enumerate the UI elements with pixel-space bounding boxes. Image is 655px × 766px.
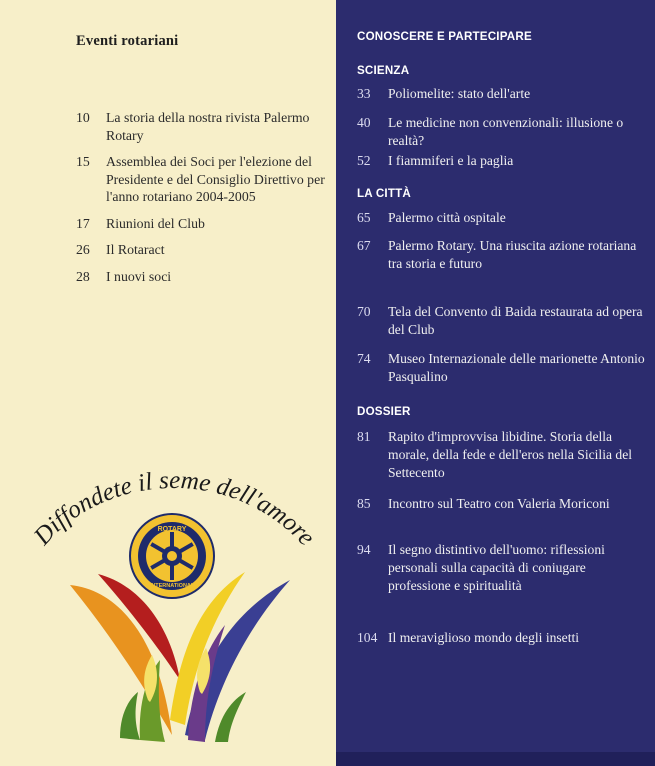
- article-title: La storia della nostra rivista Palermo Rotary: [106, 110, 310, 143]
- list-item: [357, 209, 647, 227]
- article-title: Incontro sul Teatro con Valeria Moriconi: [388, 496, 610, 511]
- page-number: 94: [357, 542, 371, 557]
- article-title: Tela del Convento di Baida restaurata ad opera del Club: [388, 304, 643, 337]
- slogan-text: Diffondete il seme dell'amore: [28, 466, 320, 551]
- list-item: [357, 152, 647, 170]
- green-leaf-shape: [215, 692, 246, 742]
- green-leaf-shape: [120, 692, 140, 740]
- page-number: 104: [357, 630, 378, 645]
- page-number: 10: [76, 110, 90, 125]
- page-number: 33: [357, 86, 371, 101]
- left-section-title: Eventi rotariani: [76, 33, 179, 49]
- list-item: [357, 350, 647, 386]
- page-number: 85: [357, 496, 371, 511]
- list-item: [357, 114, 647, 150]
- article-title: Museo Internazionale delle marionette Antonio Pasqualino: [388, 351, 645, 384]
- article-title: Poliomelite: stato dell'arte: [388, 86, 531, 101]
- page-number: 15: [76, 154, 90, 169]
- list-item: [357, 428, 647, 482]
- article-title: I fiammiferi e la paglia: [388, 153, 514, 168]
- logo-bottom-text: INTERNATIONAL: [149, 583, 195, 589]
- page-number: 40: [357, 115, 371, 130]
- article-title: Assemblea dei Soci per l'elezione del Presidente e del Consiglio Direttivo per l'anno rotariano 2004-2005: [106, 154, 325, 204]
- article-title: Palermo città ospitale: [388, 210, 506, 225]
- page-number: 65: [357, 210, 371, 225]
- list-item: [357, 85, 647, 103]
- page-number: 67: [357, 238, 371, 253]
- article-title: Riunioni del Club: [106, 215, 205, 231]
- article-title: Le medicine non convenzionali: illusione o realtà?: [388, 115, 624, 148]
- page-number: 74: [357, 351, 371, 366]
- list-item: [357, 541, 647, 595]
- page-number: 28: [76, 268, 90, 284]
- article-title: Palermo Rotary. Una riuscita azione rotariana tra storia e futuro: [388, 238, 637, 271]
- article-title: Il Rotaract: [106, 242, 165, 257]
- page-number: 17: [76, 215, 90, 231]
- section-header-citta: LA CITTÀ: [357, 187, 411, 200]
- list-item: [357, 303, 647, 339]
- article-title: Il segno distintivo dell'uomo: riflessioni personali sulla capacità di coniugare professione e spiritualità: [388, 542, 605, 593]
- page-number: 70: [357, 304, 371, 319]
- page-number: 81: [357, 429, 371, 444]
- logo-top-text: ROTARY: [157, 526, 187, 533]
- main-header: CONOSCERE E PARTECIPARE: [357, 30, 532, 43]
- article-title: Rapito d'improvvisa libidine. Storia della morale, della fede e dell'eros nella Sicilia del Settecento: [388, 429, 633, 480]
- list-item: [357, 629, 647, 647]
- article-title: I nuovi soci: [106, 268, 172, 284]
- article-title: Il meraviglioso mondo degli insetti: [388, 630, 580, 645]
- section-header-dossier: DOSSIER: [357, 405, 411, 418]
- list-item: [357, 495, 647, 513]
- rotary-logo-icon: [130, 514, 214, 598]
- page-number: 52: [357, 153, 371, 168]
- page-number: 26: [76, 242, 90, 257]
- section-header-scienza: SCIENZA: [357, 64, 410, 77]
- list-item: [357, 237, 647, 273]
